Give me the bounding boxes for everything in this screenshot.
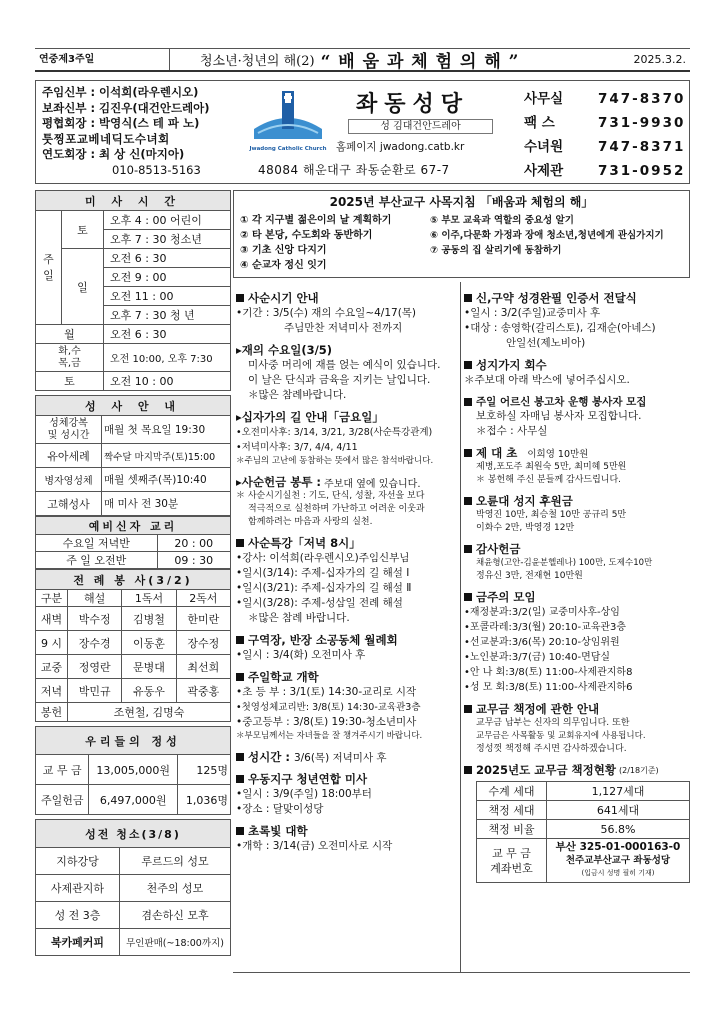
cross-line: •오전미사후: 3/14, 3/21, 3/28(사순특강관계) <box>236 427 433 438</box>
meet-heading <box>464 589 690 605</box>
mass-time: 오후 7 : 30 청 년 <box>104 306 231 325</box>
sacrament-value: 매월 셋째주(목)10:40 <box>102 468 231 492</box>
liturgy-head: 2독서 <box>176 590 230 607</box>
church-logo <box>248 89 328 152</box>
bullet-square-icon <box>236 753 244 761</box>
right-column <box>464 284 690 883</box>
sacrament-key: 유아세례 <box>36 444 102 468</box>
staff-line: 평협회장 : 박영식(스 테 파 노) <box>42 116 200 130</box>
contact-row <box>524 87 685 111</box>
bus-title: 주일 어르신 봉고차 운행 봉사자 모집 <box>476 396 647 408</box>
ash-line: 미사중 머리에 재를 얹는 예식이 있습니다. <box>248 359 441 371</box>
finance-key: 교 무 금 <box>36 755 89 785</box>
mass-table <box>35 190 231 391</box>
offering-key: 봉헌 <box>36 703 68 722</box>
diocese-item: ⑤ 부모 교육과 역할의 중요성 알기 <box>430 215 574 226</box>
lecture-heading <box>236 535 458 551</box>
orun-heading <box>464 493 690 509</box>
altar-title: 제 대 초 <box>476 446 518 460</box>
diocese-item: ⑦ 공동의 집 살리기에 동참하기 <box>430 245 562 256</box>
meet-line: •포콜라레:3/3(월) 20:10-교육관3층 <box>464 622 627 633</box>
liturgy-cell: 새벽 <box>36 607 68 631</box>
altar-tail: 이희영 10만원 <box>527 449 589 460</box>
lecture-line: •일시(3/21): 주제-십자가의 길 해설 Ⅱ <box>236 582 412 594</box>
cross-title: ▸십자가의 길 안내「금요일」 <box>236 410 384 424</box>
bullet-square-icon <box>464 766 472 774</box>
mass-time: 오전 10 : 00 <box>104 372 231 391</box>
bullet-square-icon <box>464 545 472 553</box>
ash-title: ▸재의 수요일(3/5) <box>236 343 333 357</box>
finance-count: 125명 <box>177 755 230 785</box>
bullet-square-icon <box>464 705 472 713</box>
diocese-item: ② 타 본당, 수도회와 동반하기 <box>240 230 373 241</box>
mass-time: 오전 11 : 00 <box>104 287 231 306</box>
finance-amount: 13,005,000원 <box>89 755 177 785</box>
holy-line: ＊주보대 아래 박스에 넣어주십시오. <box>464 374 630 386</box>
mass-time: 오전 6 : 30 <box>104 325 231 344</box>
bullet-square-icon <box>464 361 472 369</box>
contact-label: 사제관 <box>524 163 564 179</box>
diocese-right-list <box>430 213 664 273</box>
finance-title: 우리들의 정성 <box>36 727 231 755</box>
bullet-square-icon <box>236 775 244 783</box>
account-value <box>547 839 690 883</box>
contact-row <box>524 159 685 183</box>
bullet-square-icon <box>464 449 472 457</box>
thanks-line: 채윤형(고안-김윤분헬레나) 100만, 도제수10만 <box>476 558 653 568</box>
issue-date: 2025.3.2. <box>633 53 686 66</box>
lecture-line: ＊많은 참례 바랍니다. <box>248 612 350 624</box>
liturgy-cell: 교중 <box>36 655 68 679</box>
ash-line: 이 날은 단식과 금육을 지키는 날입니다. <box>248 374 431 386</box>
cross-note: ＊주님의 고난에 동참하는 뜻에서 많은 참석바랍니다. <box>236 456 434 466</box>
contact-number: 747-8370 <box>598 91 686 107</box>
school-line: •초 등 부 : 3/1(토) 14:30-교리로 시작 <box>236 686 417 698</box>
green-line: •개학 : 3/14(금) 오전미사로 시작 <box>236 840 393 852</box>
status-heading <box>464 762 690 778</box>
bullet-square-icon <box>236 294 244 302</box>
tithe-heading <box>464 701 690 717</box>
staff-line: 툿찡포교베네딕도수녀회 <box>42 131 170 146</box>
meet-line: •성 모 회:3/8(토) 11:00-사제관지하6 <box>464 682 633 693</box>
liturgy-cell: 이동훈 <box>122 631 176 655</box>
hour-tail: 3/6(목) 저녁미사 후 <box>293 751 387 764</box>
liturgy-cell: 유동우 <box>122 679 176 703</box>
tithe-line: 교무금은 사목활동 및 교회유지에 사용됩니다. <box>476 731 646 741</box>
bottom-border <box>233 972 690 973</box>
box-line: ＊ 사순시기실천 : 기도, 단식, 성찰, 자선을 보다 <box>236 491 425 501</box>
bus-heading <box>464 394 690 409</box>
tithe-line: 정성껏 책정해 주시면 감사하겠습니다. <box>476 744 627 754</box>
bullet-square-icon <box>236 673 244 681</box>
section-meeting-line: •일시 : 3/4(화) 오전미사 후 <box>236 649 366 661</box>
cleaning-value: 천주의 성모 <box>120 875 231 902</box>
diocese-item: ① 각 지구별 젊은이의 날 계획하기 <box>240 215 392 226</box>
weekday-label: 토 <box>36 372 104 391</box>
hour-title: 성시간 : <box>248 750 290 764</box>
status-key: 책정 세대 <box>477 801 547 820</box>
liturgy-cell: 박민규 <box>68 679 122 703</box>
liturgy-cell: 한미란 <box>176 607 230 631</box>
weekday-label: 화,수 목,금 <box>36 344 104 372</box>
logo-caption: Jwadong Catholic Church <box>249 146 327 152</box>
box-line: 적극적으로 실천하며 가난하고 어려운 이웃과 <box>248 504 425 514</box>
status-title: 2025년도 교무금 책정현황 <box>476 763 616 777</box>
orun-line: 이화수 2만, 박영경 12만 <box>476 523 575 533</box>
catechism-table <box>35 516 231 569</box>
staff-line: 보좌신부 : 김진우(대건안드레아) <box>42 100 210 115</box>
liturgy-cell: 저녁 <box>36 679 68 703</box>
sat-label: 토 <box>62 211 104 249</box>
cleaning-key: 지하강당 <box>36 848 120 875</box>
section-meeting-heading <box>236 632 458 648</box>
mass-time: 오전 9 : 00 <box>104 268 231 287</box>
finance-key: 주일헌금 <box>36 785 89 815</box>
mass-time: 오전 10:00, 오후 7:30 <box>104 344 231 372</box>
cleaning-value: 겸손하신 모후 <box>120 902 231 929</box>
sacrament-key: 성체강복 및 성시간 <box>36 416 102 444</box>
contact-label: 팩 스 <box>524 115 555 131</box>
mass-time: 오전 6 : 30 <box>104 249 231 268</box>
hour-heading <box>236 749 458 765</box>
tithe-title: 교무금 책정에 관한 안내 <box>476 702 600 716</box>
cleaning-value: 루르드의 성모 <box>120 848 231 875</box>
liturgy-head: 1독서 <box>122 590 176 607</box>
lent-heading <box>236 290 458 306</box>
liturgy-cell: 곽중홍 <box>176 679 230 703</box>
staff-line: 연도회장 : 최 상 신(마지아) <box>42 147 185 161</box>
bible-heading <box>464 290 690 306</box>
finance-table <box>35 726 231 815</box>
lecture-line: •일시(3/28): 주제-성삼일 전례 해설 <box>236 597 403 609</box>
lecture-line: •강사: 이석희(라우렌시오)주임신부님 <box>236 552 410 564</box>
catechism-value: 20 : 00 <box>157 535 231 552</box>
liturgy-cell: 문병대 <box>122 655 176 679</box>
status-value: 1,127세대 <box>547 782 690 801</box>
status-key: 책정 비율 <box>477 820 547 839</box>
info-box <box>35 80 690 184</box>
school-note: ＊부모님께서는 자녀들을 잘 챙겨주시기 바랍니다. <box>236 731 423 741</box>
contact-label: 사무실 <box>524 91 564 107</box>
school-title: 주일학교 개학 <box>248 670 319 684</box>
holy-heading <box>464 357 690 373</box>
theme-title: “ 배 움 과 체 험 의 해 ” <box>320 52 520 72</box>
finance-amount: 6,497,000원 <box>89 785 177 815</box>
account-number: 부산 325-01-000163-0 <box>555 841 681 853</box>
lent-line: 주님만찬 저녁미사 전까지 <box>284 322 403 334</box>
mass-title: 미 사 시 간 <box>36 191 231 211</box>
sun-label: 일 <box>62 249 104 325</box>
staff-phone: 010-8513-5163 <box>112 162 201 177</box>
meet-line: •재정분과:3/2(일) 교중미사후-상임 <box>464 607 620 618</box>
bullet-square-icon <box>236 539 244 547</box>
liturgy-cell: 박수정 <box>68 607 122 631</box>
bullet-square-icon <box>236 636 244 644</box>
church-name: 좌동성당 <box>356 92 470 117</box>
youth-title: 우동지구 청년연합 미사 <box>248 772 368 786</box>
meet-line: •안 나 회:3/8(토) 11:00-사제관지하8 <box>464 667 633 678</box>
account-key: 교 무 금 계좌번호 <box>477 839 547 883</box>
bible-title: 신,구약 성경완필 인증서 전달식 <box>476 291 637 305</box>
lent-line: •기간 : 3/5(수) 재의 수요일~4/17(목) <box>236 307 417 319</box>
sacrament-key: 고해성사 <box>36 492 102 516</box>
cleaning-key: 사제관지하 <box>36 875 120 902</box>
lent-title: 사순시기 안내 <box>248 291 319 305</box>
diocese-item: ④ 순교자 정신 잇기 <box>240 260 327 271</box>
liturgy-head: 구분 <box>36 590 68 607</box>
catechism-title: 예비신자 교리 <box>36 517 231 535</box>
bible-line: 안일선(제노비아) <box>506 337 586 349</box>
box-line: 함께하려는 마음과 사랑의 실천. <box>248 517 373 527</box>
liturgy-cell: 장수정 <box>176 631 230 655</box>
cross-line: •저녁미사후: 3/7, 4/4, 4/11 <box>236 442 358 453</box>
mass-time: 오후 4 : 00 어린이 <box>104 211 231 230</box>
contact-number: 731-9930 <box>598 115 686 131</box>
youth-heading <box>236 771 458 787</box>
altar-line: 제병,포도주 최원숙 5만, 최미혜 5만원 <box>476 462 627 472</box>
status-date: (2/18기준) <box>619 765 659 775</box>
cleaning-value: 무인판매(~18:00까지) <box>120 929 231 956</box>
mass-time: 오후 7 : 30 청소년 <box>104 230 231 249</box>
bus-line: ＊접수 : 사무실 <box>476 425 548 437</box>
offering-value: 조현철, 김명숙 <box>68 703 231 722</box>
contact-label: 수녀원 <box>524 139 564 155</box>
diocese-title: 2025년 부산교구 사목지침 「배움과 체험의 해」 <box>329 195 594 209</box>
lecture-line: •일시(3/14): 주제-십자가의 길 해설 Ⅰ <box>236 567 410 579</box>
school-line: •중고등부 : 3/8(토) 19:30-청소년미사 <box>236 716 417 728</box>
status-table <box>476 781 690 883</box>
left-column <box>35 190 231 956</box>
green-title: 초록빛 대학 <box>248 824 308 838</box>
cleaning-title: 성전 청소(3/8) <box>36 820 231 848</box>
bible-line: •대상 : 송영학(갈리스토), 김재순(아네스) <box>464 322 656 334</box>
bullet-square-icon <box>464 593 472 601</box>
cross-heading <box>236 409 458 425</box>
sacrament-title: 성 사 안 내 <box>36 396 231 416</box>
tithe-line: 교무금 납부는 신자의 의무입니다. 또한 <box>476 718 630 728</box>
liturgy-table <box>35 569 231 722</box>
diocese-guideline <box>233 190 690 278</box>
school-line: •첫영성체교리반: 3/8(토) 14:30-교육관3층 <box>236 702 421 713</box>
homepage[interactable]: 홈페이지 jwadong.catb.kr <box>336 141 465 153</box>
cleaning-key: 성 전 3층 <box>36 902 120 929</box>
cleaning-table <box>35 819 231 956</box>
liturgy-cell: 김병철 <box>122 607 176 631</box>
contact-number: 731-0952 <box>598 163 686 179</box>
staff-list <box>42 85 210 178</box>
bullet-square-icon <box>464 294 472 302</box>
liturgy-head: 해설 <box>68 590 122 607</box>
bullet-square-icon <box>464 497 472 505</box>
sacrament-value: 매월 첫 목요일 19:30 <box>102 416 231 444</box>
thanks-title: 감사헌금 <box>476 542 521 556</box>
status-value: 56.8% <box>547 820 690 839</box>
contact-list <box>524 87 685 183</box>
column-divider <box>460 282 461 972</box>
box-heading <box>236 474 458 490</box>
altar-note: ＊ 봉헌해 주신 분들께 감사드립니다. <box>476 475 622 485</box>
meet-line: •선교분과:3/6(목) 20:10-상임위원 <box>464 637 620 648</box>
contact-row <box>524 135 685 159</box>
orun-line: 박영진 10만, 최승철 10만 공규리 5만 <box>476 510 627 520</box>
sacrament-key: 병자영성체 <box>36 468 102 492</box>
altar-heading <box>464 445 690 461</box>
school-heading <box>236 669 458 685</box>
diocese-item: ③ 기초 신앙 다지기 <box>240 245 327 256</box>
issue-label: 연중제3주일 <box>35 49 170 70</box>
bus-line: 보호하실 자매님 봉사자 모집합니다. <box>476 410 642 422</box>
liturgy-cell: 정영란 <box>68 655 122 679</box>
liturgy-cell: 장수경 <box>68 631 122 655</box>
account-holder: 천주교부산교구 좌동성당 <box>565 855 671 866</box>
meet-title: 금주의 모임 <box>476 590 536 604</box>
header-bar <box>35 48 690 72</box>
catechism-key: 수요일 저녁반 <box>36 535 158 552</box>
catechism-key: 주 일 오전반 <box>36 552 158 569</box>
liturgy-cell: 최선희 <box>176 655 230 679</box>
church-address: 48084 해운대구 좌동순환로 67-7 <box>258 163 450 177</box>
bullet-square-icon <box>236 827 244 835</box>
box-title: ▸사순헌금 봉투 : <box>236 475 322 489</box>
diocese-item: ⑥ 이주,다문화 가정과 장애 청소년,청년에게 관심가지기 <box>430 230 664 241</box>
thanks-line: 정유신 3만, 전재현 10만원 <box>476 571 583 581</box>
weekday-label: 월 <box>36 325 104 344</box>
finance-count: 1,036명 <box>177 785 230 815</box>
status-value: 641세대 <box>547 801 690 820</box>
theme-prefix: 청소년·청년의 해(2) <box>200 54 315 69</box>
cleaning-key: 북카페커피 <box>36 929 120 956</box>
box-tail: 주보대 옆에 있습니다. <box>324 478 421 490</box>
holy-title: 성지가지 회수 <box>476 358 547 372</box>
status-key: 수계 세대 <box>477 782 547 801</box>
liturgy-title: 전 례 봉 사(3/2) <box>36 570 231 590</box>
church-patron: 성 김대건안드레아 <box>348 119 493 134</box>
catechism-value: 09 : 30 <box>157 552 231 569</box>
sacrament-value: 매 미사 전 30분 <box>102 492 231 516</box>
lecture-title: 사순특강「저녁 8시」 <box>248 536 361 550</box>
orun-title: 오륜대 성지 후원금 <box>476 494 573 508</box>
ash-heading <box>236 342 458 358</box>
section-meeting-title: 구역장, 반장 소공동체 월례회 <box>248 633 398 647</box>
thanks-heading <box>464 541 690 557</box>
youth-line: •일시 : 3/9(주일) 18:00부터 <box>236 788 372 800</box>
sacrament-value: 짝수달 마지막주(토)15:00 <box>102 444 231 468</box>
diocese-left-list <box>240 213 430 273</box>
contact-row <box>524 111 685 135</box>
bullet-square-icon <box>464 398 472 406</box>
bible-line: •일시 : 3/2(주일)교중미사 후 <box>464 307 601 319</box>
youth-line: •장소 : 달맞이성당 <box>236 803 324 815</box>
middle-column <box>236 284 458 854</box>
sacrament-table <box>35 395 231 516</box>
meet-line: •노인분과:3/7(금) 10:40-면담실 <box>464 652 611 663</box>
account-note: (입금시 성명 필히 기재) <box>581 869 655 877</box>
sunday-label: 주일 <box>36 211 62 325</box>
staff-line: 주임신부 : 이석희(라우렌시오) <box>42 85 199 99</box>
liturgy-cell: 9 시 <box>36 631 68 655</box>
contact-number: 747-8371 <box>598 139 686 155</box>
green-heading <box>236 823 458 839</box>
ash-line: ＊많은 참례바랍니다. <box>248 389 347 401</box>
